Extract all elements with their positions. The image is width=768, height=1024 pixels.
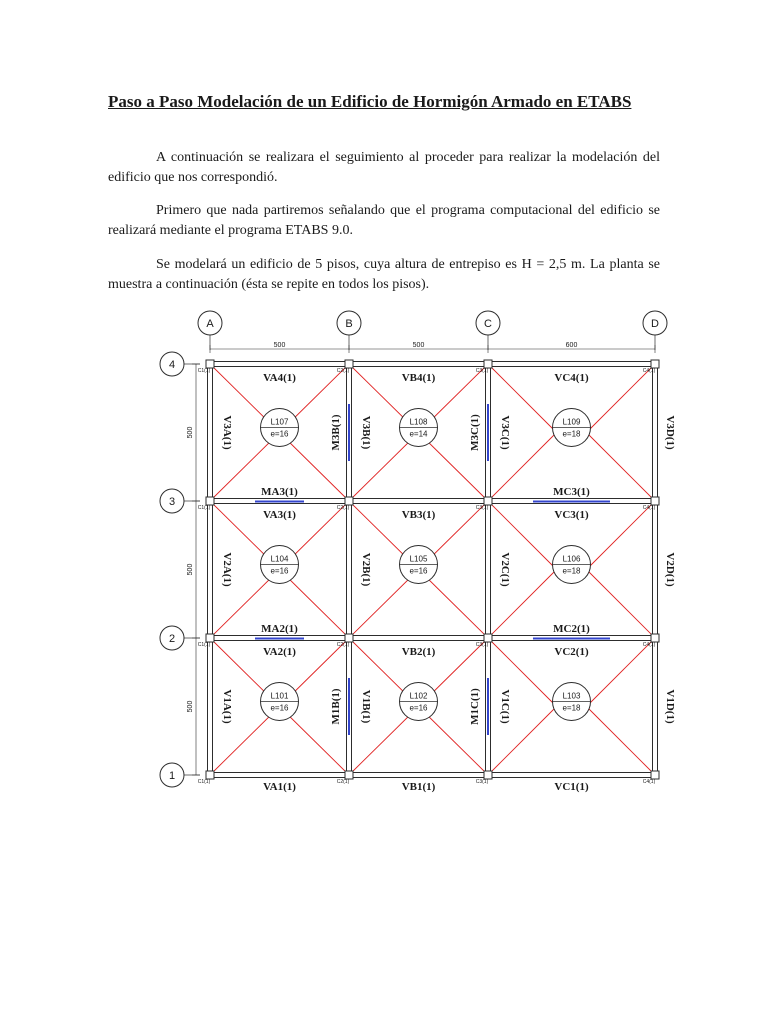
yield-line (587, 638, 656, 707)
paragraph-program-text: Primero que nada partiremos señalando que el programa computacional del edificio se realizará mediante el programa ETABS 9.0. (108, 203, 660, 238)
wall-label: V1B(1) (360, 689, 372, 724)
yield-line (587, 501, 656, 570)
slab-thickness: e=18 (562, 429, 581, 439)
beam-label: VC4(1) (554, 372, 589, 384)
column (206, 360, 214, 368)
wall-label: V3C(1) (499, 415, 511, 450)
column-label: C3(1) (475, 505, 489, 511)
column-label: C2(1) (336, 505, 350, 511)
slab-thickness: e=16 (409, 566, 428, 576)
column (345, 771, 353, 779)
column-label: C1(1) (197, 642, 211, 648)
column (651, 771, 659, 779)
beam-label: VC3(1) (554, 509, 589, 521)
yield-line (587, 364, 656, 433)
yield-line (488, 501, 557, 570)
axis-label-c: C (484, 318, 492, 330)
beam-label: VA2(1) (263, 646, 296, 658)
yield-line (488, 638, 557, 707)
mid-beam-label: MA2(1) (261, 623, 298, 635)
beam-label: VB1(1) (401, 781, 436, 793)
slab-thickness: e=18 (562, 703, 581, 713)
column (651, 360, 659, 368)
slab-id: L105 (409, 554, 428, 564)
column (651, 634, 659, 642)
slab-thickness: e=14 (409, 429, 428, 439)
column-label: C3(1) (475, 368, 489, 374)
beam-label: VC2(1) (554, 646, 589, 658)
column-label: C3(1) (475, 642, 489, 648)
axis-label-a: A (206, 318, 214, 330)
beam-label: VA1(1) (263, 781, 296, 793)
axis-label-2: 2 (168, 633, 176, 645)
dimension-y: 500 (187, 563, 194, 576)
column-label: C2(1) (336, 368, 350, 374)
axis-label-4: 4 (168, 359, 176, 371)
paragraph-building-text: Se modelará un edificio de 5 pisos, cuya altura de entrepiso es H = 2,5 m. La planta se muestra a continuación (ésta se repite en todos los pisos). (108, 257, 660, 292)
wall-label: V1D(1) (664, 689, 676, 724)
column (484, 360, 492, 368)
slab-id: L101 (270, 691, 289, 701)
yield-line (488, 570, 557, 639)
column-label: C2(1) (336, 779, 350, 785)
slab-id: L108 (409, 417, 428, 427)
column-label: C4(1) (642, 505, 656, 511)
document-title: Paso a Paso Modelación de un Edificio de Hormigón Armado en ETABS (108, 92, 632, 111)
beam-label: VB2(1) (401, 646, 436, 658)
mid-beam-label: MA3(1) (261, 486, 298, 498)
dimension-x: 500 (273, 342, 286, 349)
slab-id: L103 (562, 691, 581, 701)
wall-label: V2C(1) (499, 552, 511, 587)
beam-label: VA3(1) (263, 509, 296, 521)
slab-thickness: e=18 (562, 566, 581, 576)
yield-line (587, 433, 656, 502)
column (345, 360, 353, 368)
slab-thickness: e=16 (270, 566, 289, 576)
column-label: C1(1) (197, 779, 211, 785)
column (206, 497, 214, 505)
column (345, 497, 353, 505)
mid-beam-label: MC3(1) (553, 486, 590, 498)
column-label: C4(1) (642, 642, 656, 648)
wall-label: M3C(1) (469, 414, 481, 451)
yield-line (488, 707, 557, 776)
axis-label-3: 3 (168, 496, 176, 508)
column-label: C2(1) (336, 642, 350, 648)
column (484, 497, 492, 505)
wall-label: M3B(1) (330, 414, 342, 451)
dimension-x: 600 (565, 342, 578, 349)
wall-label: V3A(1) (221, 415, 233, 450)
wall-label: V2A(1) (221, 552, 233, 587)
slab-id: L104 (270, 554, 289, 564)
yield-line (488, 433, 557, 502)
paragraph-intro-text: A continuación se realizara el seguimiento al proceder para realizar la modelación del edificio que nos correspondió. (108, 150, 660, 185)
dimension-y: 500 (187, 700, 194, 713)
slab-thickness: e=16 (270, 703, 289, 713)
slab-thickness: e=16 (409, 703, 428, 713)
axis-label-b: B (345, 318, 353, 330)
slab-id: L107 (270, 417, 289, 427)
wall-label: V3D(1) (664, 415, 676, 450)
wall-label: V2D(1) (664, 552, 676, 587)
column-label: C3(1) (475, 779, 489, 785)
column (206, 634, 214, 642)
slab-id: L109 (562, 417, 581, 427)
column (484, 771, 492, 779)
beam-label: VB3(1) (401, 509, 436, 521)
column-label: C4(1) (642, 779, 656, 785)
beam-label: VA4(1) (263, 372, 296, 384)
slab-id: L102 (409, 691, 428, 701)
dimension-y: 500 (187, 426, 194, 439)
beam-label: VC1(1) (554, 781, 589, 793)
wall-label: V3B(1) (360, 415, 372, 450)
yield-line (587, 707, 656, 776)
column (484, 634, 492, 642)
dimension-x: 500 (412, 342, 425, 349)
beam-label: VB4(1) (401, 372, 436, 384)
wall-label: M1B(1) (330, 688, 342, 725)
column-label: C1(1) (197, 368, 211, 374)
column (345, 634, 353, 642)
wall-label: V1C(1) (499, 689, 511, 724)
slab-thickness: e=16 (270, 429, 289, 439)
column-label: C4(1) (642, 368, 656, 374)
mid-beam-label: MC2(1) (553, 623, 590, 635)
axis-label-1: 1 (168, 770, 176, 782)
slab-id: L106 (562, 554, 581, 564)
yield-line (488, 364, 557, 433)
column (206, 771, 214, 779)
wall-label: V1A(1) (221, 689, 233, 724)
wall-label: M1C(1) (469, 688, 481, 725)
yield-line (587, 570, 656, 639)
wall-label: V2B(1) (360, 552, 372, 587)
column-label: C1(1) (197, 505, 211, 511)
column (651, 497, 659, 505)
axis-label-d: D (651, 318, 659, 330)
